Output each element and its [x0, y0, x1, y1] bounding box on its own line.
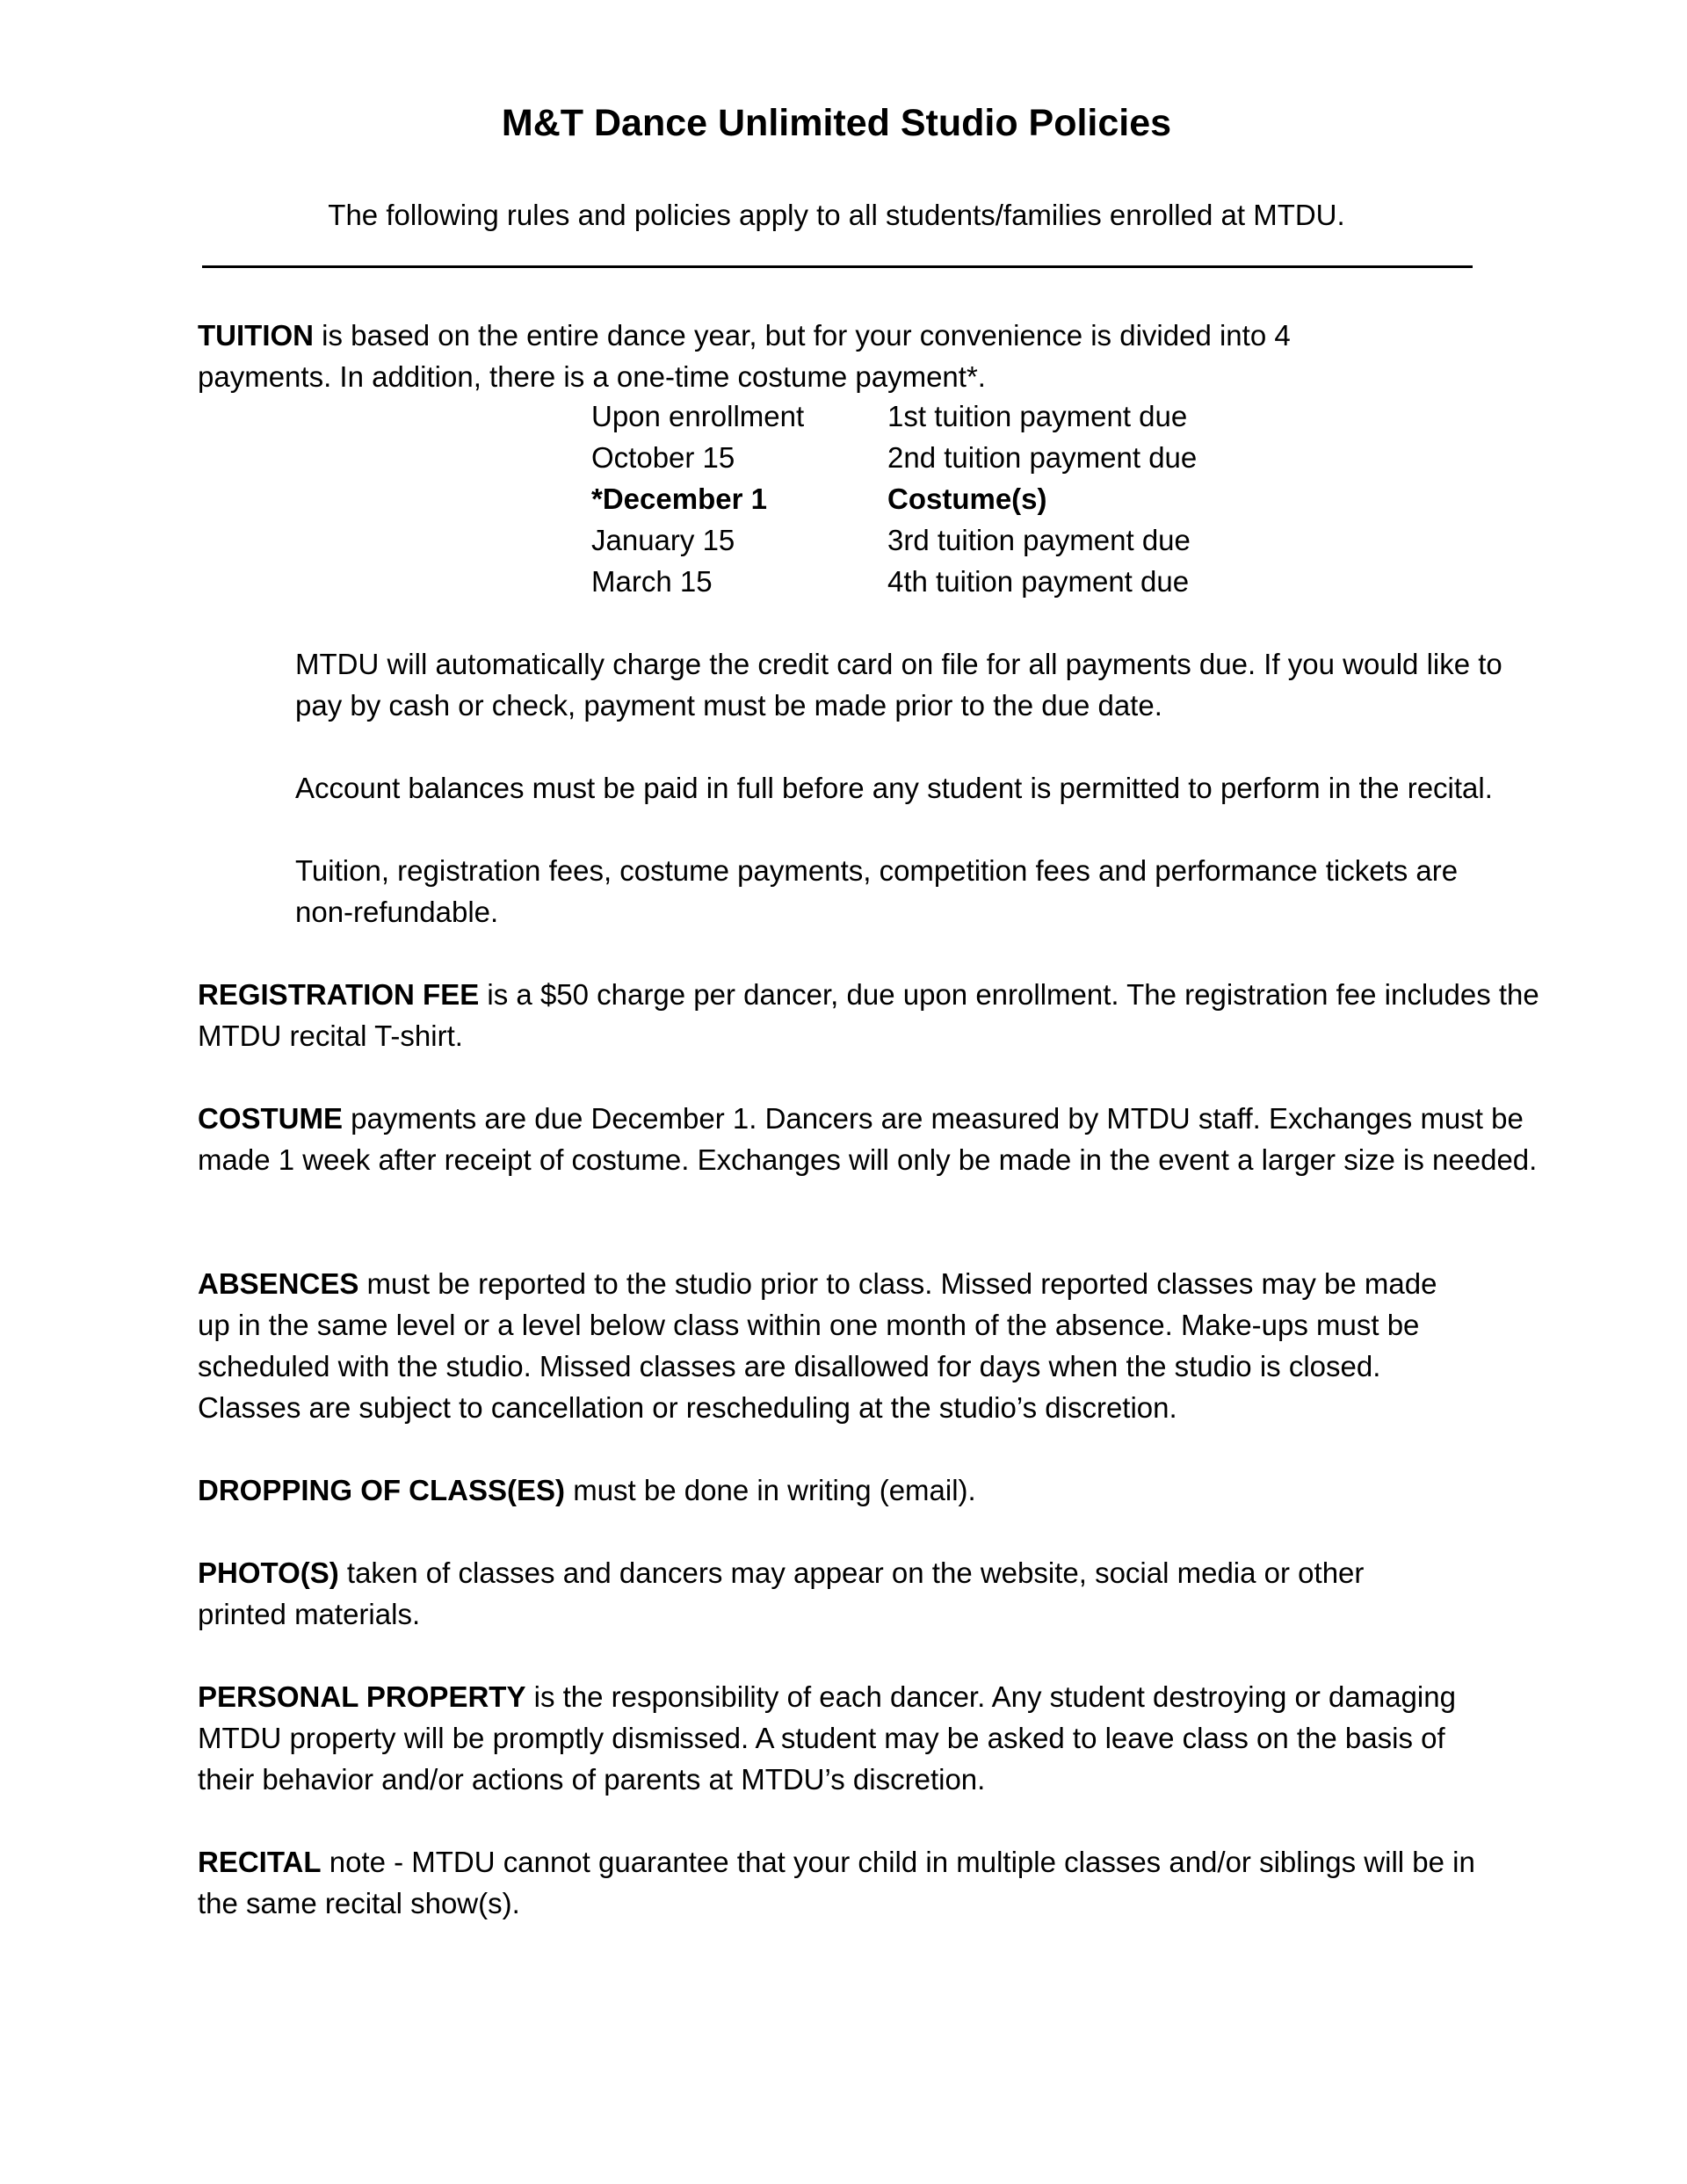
dropping-label: DROPPING OF CLASS(ES): [198, 1474, 566, 1506]
page-subtitle: The following rules and policies apply to all students/families enrolled at MTDU.: [328, 199, 1345, 231]
schedule-date: January 15: [591, 524, 735, 556]
absences-label: ABSENCES: [198, 1267, 359, 1300]
registration-fee-label: REGISTRATION FEE: [198, 978, 480, 1011]
personal-property-section: [198, 1676, 1472, 1800]
schedule-row: [591, 437, 1327, 478]
payment-note-balance: Account balances must be paid in full before any student is permitted to perform in the recital.: [295, 772, 1493, 804]
payment-note-autocharge: MTDU will automatically charge the credit card on file for all payments due. If you would like to pay by cash or check, payment must be made prior to the due date.: [295, 648, 1502, 722]
divider: [202, 265, 1473, 268]
schedule-row-costume: [591, 478, 1327, 519]
schedule-description: 3rd tuition payment due: [887, 524, 1191, 556]
dropping-section: [198, 1469, 1568, 1511]
absences-section: [198, 1263, 1472, 1428]
personal-property-label: PERSONAL PROPERTY: [198, 1680, 526, 1713]
schedule-date: October 15: [591, 441, 735, 474]
schedule-row: [591, 561, 1327, 602]
costume-text: payments are due December 1. Dancers are measured by MTDU staff. Exchanges must be made 1 week after receipt of costume. Exchanges will only be made in the event a larger size is needed.: [198, 1102, 1538, 1176]
schedule-date: March 15: [591, 565, 713, 598]
schedule-description: 1st tuition payment due: [887, 400, 1188, 432]
absences-text: must be reported to the studio prior to class. Missed reported classes may be made up in the same level or a level below class within one month of the absence. Make-ups must be scheduled with the studio. Missed classes are disallowed for days when the studio is closed. Classes are subject to cancellation or rescheduling at the studio’s discretion.: [198, 1267, 1437, 1424]
registration-fee-text: is a $50 charge per dancer, due upon enrollment. The registration fee includes the MTDU recital T-shirt.: [198, 978, 1539, 1052]
personal-property-text: is the responsibility of each dancer. Any student destroying or damaging MTDU property will be promptly dismissed. A student may be asked to leave class on the basis of their behavior and/or actions of parents at MTDU’s discretion.: [198, 1680, 1456, 1796]
payment-note-nonrefundable: Tuition, registration fees, costume payments, competition fees and performance tickets are non-refundable.: [295, 854, 1459, 928]
dropping-text: must be done in writing (email).: [565, 1474, 976, 1506]
schedule-date: Upon enrollment: [591, 400, 805, 432]
registration-fee-section: [198, 974, 1568, 1056]
schedule-row: [591, 519, 1327, 561]
recital-label: RECITAL: [198, 1846, 322, 1878]
payment-schedule: [591, 395, 1327, 602]
schedule-description: Costume(s): [887, 483, 1047, 515]
photos-section: [198, 1552, 1428, 1635]
schedule-description: 4th tuition payment due: [887, 565, 1190, 598]
photos-label: PHOTO(S): [198, 1556, 339, 1589]
schedule-description: 2nd tuition payment due: [887, 441, 1198, 474]
costume-section: [198, 1098, 1568, 1180]
tuition-section: [198, 315, 1375, 397]
schedule-date: *December 1: [591, 483, 767, 515]
recital-section: [198, 1841, 1481, 1924]
recital-text: note - MTDU cannot guarantee that your child in multiple classes and/or siblings will be in the same recital show(s).: [198, 1846, 1475, 1919]
tuition-label: TUITION: [198, 319, 314, 352]
schedule-row: [591, 395, 1327, 437]
page-title: M&T Dance Unlimited Studio Policies: [501, 102, 1172, 144]
costume-label: COSTUME: [198, 1102, 343, 1135]
photos-text: taken of classes and dancers may appear on the website, social media or other printed materials.: [198, 1556, 1365, 1630]
tuition-text: is based on the entire dance year, but for your convenience is divided into 4 payments. In addition, there is a one-time costume payment*.: [198, 319, 1291, 393]
